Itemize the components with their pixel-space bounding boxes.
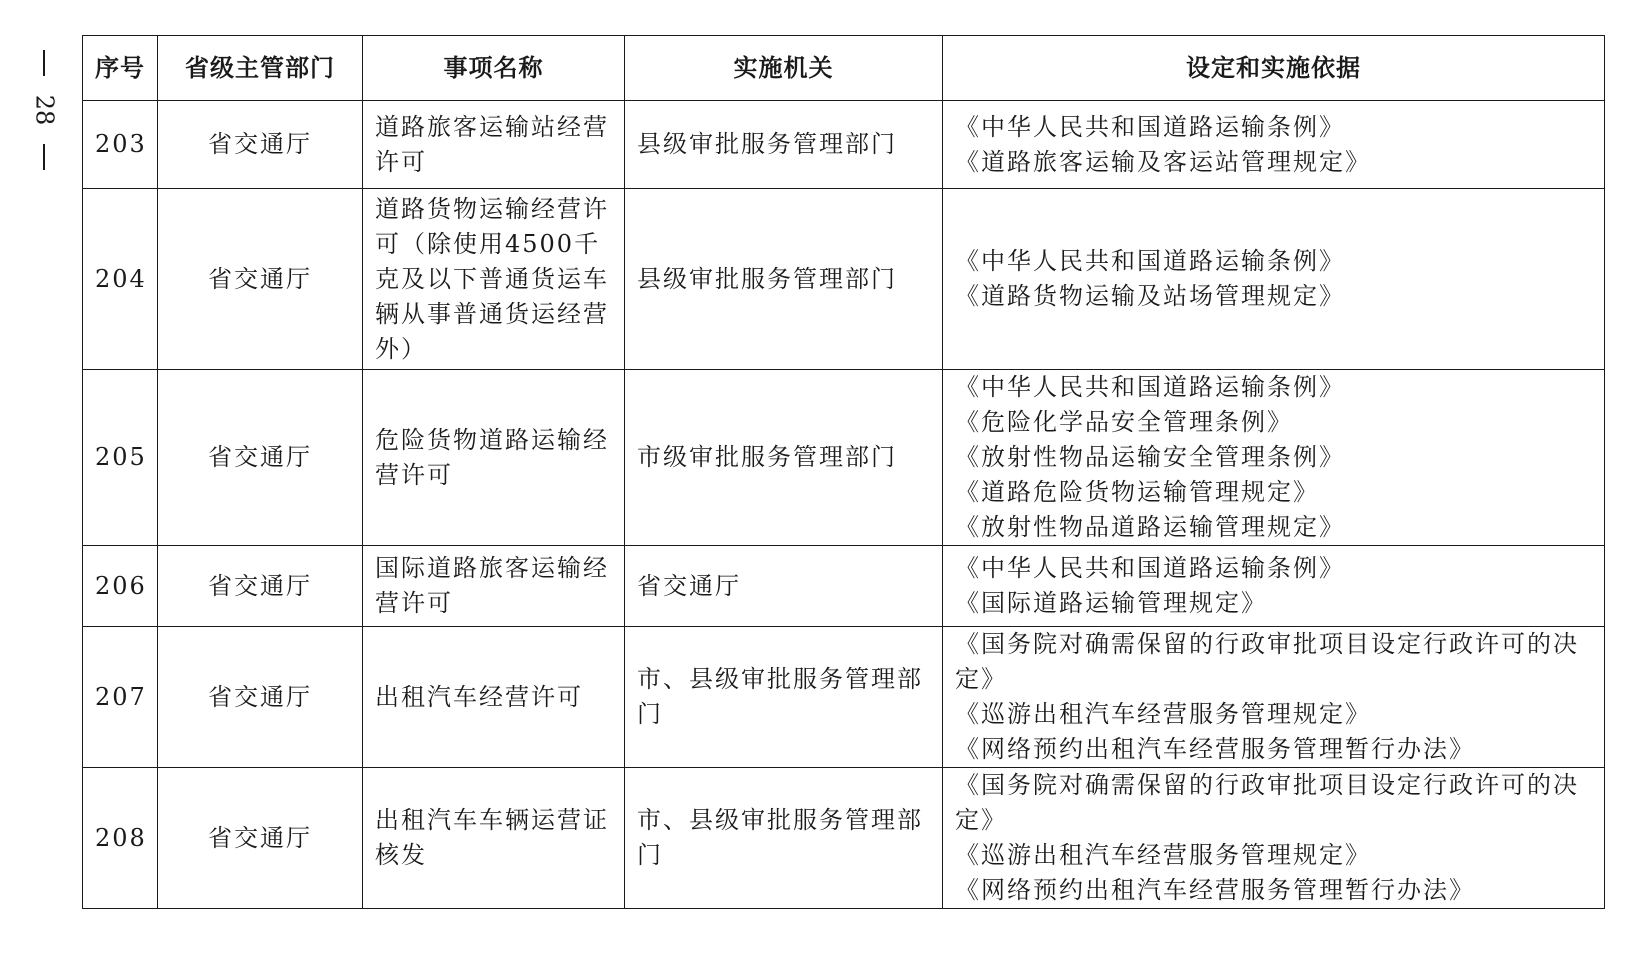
cell-org: 市、县级审批服务管理部门: [625, 768, 943, 909]
cell-item-name: 危险货物道路运输经营许可: [363, 370, 625, 546]
table-row: [83, 370, 1605, 546]
cell-no: 203: [83, 101, 158, 189]
header-no: 序号: [83, 36, 158, 101]
cell-org: 市级审批服务管理部门: [625, 370, 943, 546]
header-legal-basis: 设定和实施依据: [943, 36, 1605, 101]
cell-dept: 省交通厅: [158, 627, 363, 768]
header-item-name: 事项名称: [363, 36, 625, 101]
table-row: [83, 627, 1605, 768]
cell-no: 206: [83, 546, 158, 627]
table-header-row: [83, 36, 1605, 101]
cell-item-name: 道路货物运输经营许可（除使用4500千克及以下普通货运车辆从事普通货运经营外）: [363, 189, 625, 370]
cell-no: 207: [83, 627, 158, 768]
basis-line: 《危险化学品安全管理条例》: [955, 408, 1293, 436]
basis-line: 《中华人民共和国道路运输条例》: [955, 112, 1345, 141]
cell-no: 208: [83, 768, 158, 909]
cell-org: 省交通厅: [625, 546, 943, 627]
basis-line: 《国务院对确需保留的行政审批项目设定行政许可的决定》: [955, 630, 1579, 693]
basis-line: 《道路旅客运输及客运站管理规定》: [955, 147, 1371, 176]
page-number-dash-bottom: [43, 144, 45, 170]
cell-item-name: 出租汽车经营许可: [363, 627, 625, 768]
cell-org: 市、县级审批服务管理部门: [625, 627, 943, 768]
approval-items-table: [82, 35, 1605, 909]
basis-line: 《国务院对确需保留的行政审批项目设定行政许可的决定》: [955, 771, 1579, 834]
basis-line: 《中华人民共和国道路运输条例》: [955, 373, 1345, 401]
basis-line: 《放射性物品运输安全管理条例》: [955, 443, 1345, 471]
cell-dept: 省交通厅: [158, 101, 363, 189]
cell-basis: [943, 546, 1605, 627]
basis-line: 《巡游出租汽车经营服务管理规定》: [955, 700, 1371, 728]
table-row: [83, 546, 1605, 627]
basis-line: 《国际道路运输管理规定》: [955, 589, 1267, 617]
basis-line: 《网络预约出租汽车经营服务管理暂行办法》: [955, 735, 1475, 763]
cell-item-name: 出租汽车车辆运营证核发: [363, 768, 625, 909]
cell-basis: [943, 627, 1605, 768]
basis-line: 《放射性物品道路运输管理规定》: [955, 513, 1345, 541]
cell-basis: [943, 370, 1605, 546]
cell-dept: 省交通厅: [158, 546, 363, 627]
cell-item-name: 道路旅客运输站经营许可: [363, 101, 625, 189]
basis-line: 《巡游出租汽车经营服务管理规定》: [955, 841, 1371, 869]
basis-line: 《道路危险货物运输管理规定》: [955, 478, 1319, 506]
table-row: [83, 189, 1605, 370]
basis-line: 《中华人民共和国道路运输条例》: [955, 554, 1345, 582]
cell-basis: [943, 768, 1605, 909]
table-row: [83, 768, 1605, 909]
cell-no: 205: [83, 370, 158, 546]
basis-line: 《中华人民共和国道路运输条例》: [955, 247, 1345, 275]
cell-dept: 省交通厅: [158, 189, 363, 370]
basis-line: 《道路货物运输及站场管理规定》: [955, 282, 1345, 310]
page-number: [30, 50, 59, 170]
page-number-dash-top: [43, 50, 45, 76]
cell-org: 县级审批服务管理部门: [625, 101, 943, 189]
cell-org: 县级审批服务管理部门: [625, 189, 943, 370]
cell-no: 204: [83, 189, 158, 370]
cell-basis: [943, 189, 1605, 370]
page-number-text: 28: [30, 94, 59, 126]
header-dept: 省级主管部门: [158, 36, 363, 101]
cell-basis: [943, 101, 1605, 189]
cell-item-name: 国际道路旅客运输经营许可: [363, 546, 625, 627]
cell-dept: 省交通厅: [158, 768, 363, 909]
basis-line: 《网络预约出租汽车经营服务管理暂行办法》: [955, 876, 1475, 904]
table-row: [83, 101, 1605, 189]
header-implementing-org: 实施机关: [625, 36, 943, 101]
cell-dept: 省交通厅: [158, 370, 363, 546]
